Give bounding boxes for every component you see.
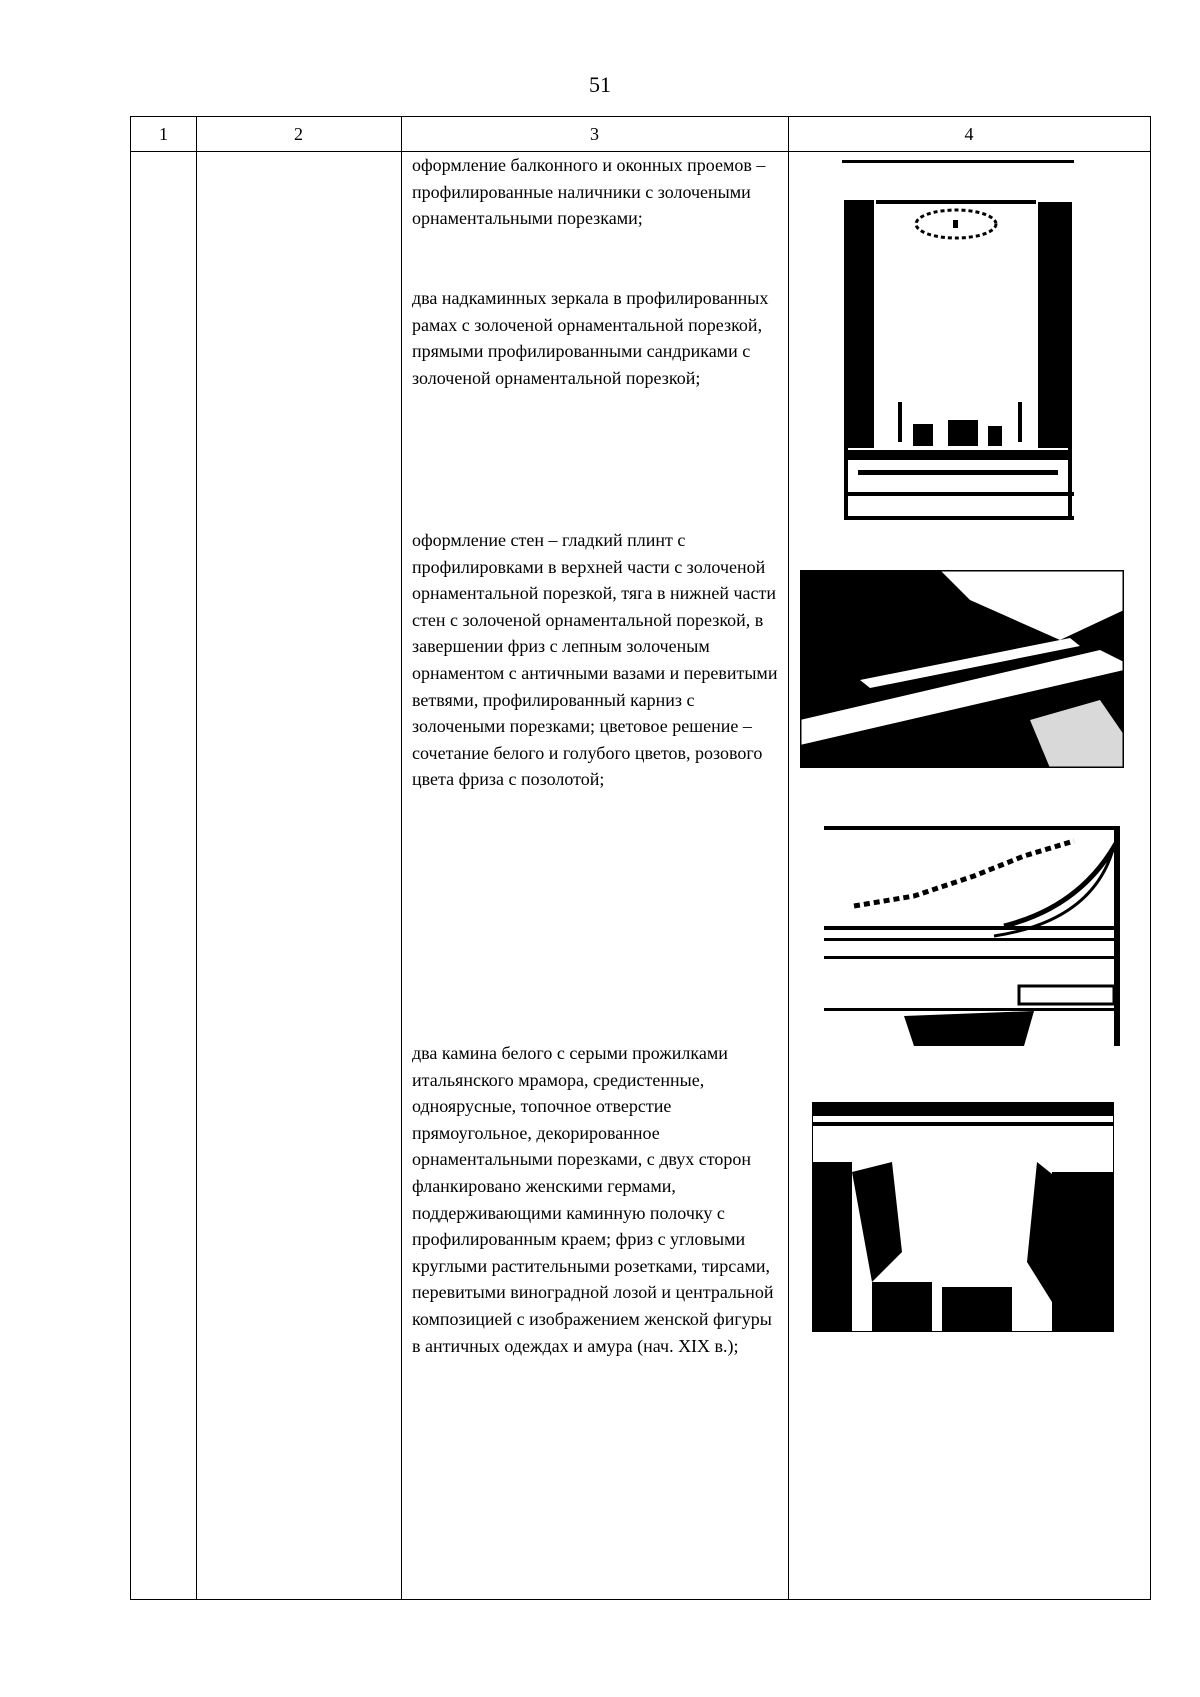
cornice-photo <box>800 570 1124 768</box>
column-header-4: 4 <box>964 124 974 144</box>
column-header-1: 1 <box>159 124 168 144</box>
mirror-photo <box>838 152 1078 524</box>
column-header-3: 3 <box>590 124 599 144</box>
column-divider <box>401 117 402 1599</box>
column-divider <box>196 117 197 1599</box>
description-paragraph: оформление стен – гладкий плинт с профилировками в верхней части с золоченой орнаментальной порезкой, тяга в нижней части стен с золоченой орнаментальной порезкой, в завершении фриз с лепным золоченым орнаментом с античными вазами и перевитыми ветвями, профилированный карниз с золочеными порезками; цветовое решение – сочетание белого и голубого цветов, розового цвета фриза с позолотой; <box>412 530 778 790</box>
column-header-2: 2 <box>294 124 303 144</box>
description-paragraph: два камина белого с серыми прожилками итальянского мрамора, средистенные, одноярусные, топочное отверстие прямоугольное, декорированное орнаментальными порезками, с двух сторон фланкировано женскими гермами, поддерживающими каминную полочку с профилированным краем; фриз с угловыми круглыми растительными розетками, тирсами, перевитыми виноградной лозой и центральной композицией с изображением женской фигуры в античных одеждах и амура (нач. XIX в.); <box>412 1043 774 1356</box>
description-paragraph: два надкаминных зеркала в профилированных рамах с золоченой орнаментальной порезкой, прямыми профилированными сандриками с золоченой орнаментальной порезкой; <box>412 288 769 388</box>
frieze-photo <box>824 826 1120 1046</box>
column-divider <box>788 117 789 1599</box>
description-paragraph: оформление балконного и оконных проемов – профилированные наличники с золочеными орнаментальными порезками; <box>412 155 766 229</box>
page-number: 51 <box>589 72 611 97</box>
fireplace-photo <box>812 1102 1114 1332</box>
